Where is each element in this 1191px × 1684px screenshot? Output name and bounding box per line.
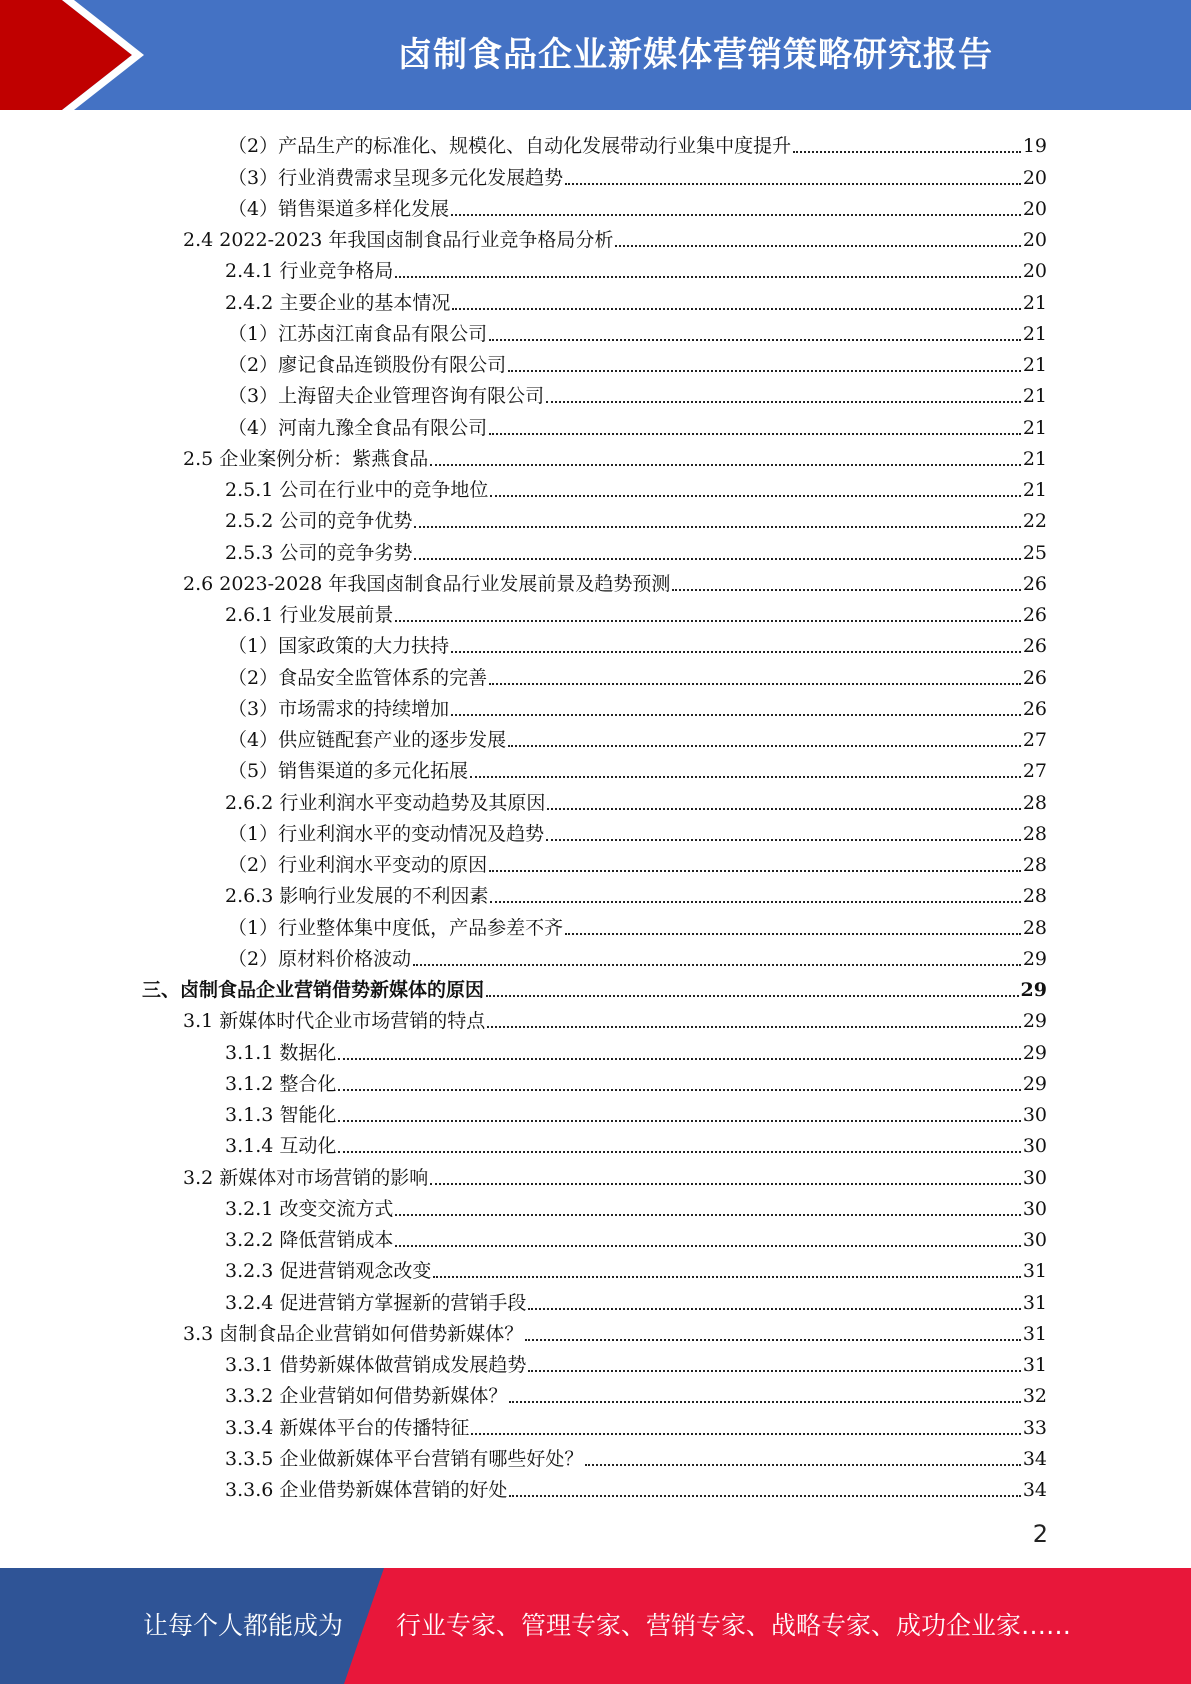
toc-dot-leader bbox=[451, 714, 1021, 716]
toc-dot-leader bbox=[430, 1183, 1021, 1185]
toc-entry-page: 29 bbox=[1022, 1010, 1047, 1033]
toc-entry-page: 27 bbox=[1022, 729, 1047, 751]
report-title: 卤制食品企业新媒体营销策略研究报告 bbox=[398, 35, 993, 75]
toc-dot-leader bbox=[451, 214, 1021, 216]
toc-entry-page: 28 bbox=[1022, 822, 1047, 845]
toc-entry-title: 2.5.2 公司的竞争优势 bbox=[225, 510, 413, 533]
toc-entry-title: （5）销售渠道的多元化拓展 bbox=[228, 760, 469, 783]
toc-entry-title: （2）食品安全监管体系的完善 bbox=[228, 666, 488, 689]
toc-entry-page: 29 bbox=[1022, 947, 1047, 970]
toc-dot-leader bbox=[395, 1214, 1020, 1216]
toc-entry-page: 21 bbox=[1022, 447, 1047, 470]
toc-entry-title: 2.4.2 主要企业的基本情况 bbox=[225, 291, 451, 314]
toc-entry-page: 30 bbox=[1022, 1197, 1047, 1220]
toc-entry-page: 20 bbox=[1022, 166, 1047, 189]
toc-entry-title: 三、卤制食品企业营销借势新媒体的原因 bbox=[142, 979, 485, 1001]
toc-dot-leader bbox=[489, 339, 1021, 341]
toc-dot-leader bbox=[395, 1245, 1020, 1247]
toc-entry[interactable] bbox=[0, 190, 1191, 221]
toc-dot-leader bbox=[546, 401, 1021, 403]
toc-entry-title: （4）供应链配套产业的逐步发展 bbox=[228, 729, 507, 751]
toc-entry[interactable] bbox=[0, 1346, 1191, 1377]
toc-entry-page: 26 bbox=[1022, 666, 1047, 689]
toc-entry[interactable] bbox=[0, 1190, 1191, 1221]
toc-entry-title: 3.2 新媒体对市场营销的影响 bbox=[183, 1166, 429, 1189]
toc-entry-title: 3.1.2 整合化 bbox=[225, 1072, 337, 1095]
toc-dot-leader bbox=[470, 776, 1021, 778]
toc-dot-leader bbox=[489, 683, 1021, 685]
toc-entry[interactable] bbox=[0, 346, 1191, 377]
toc-dot-leader bbox=[414, 558, 1020, 560]
toc-dot-leader bbox=[487, 1026, 1021, 1028]
toc-entry-page: 34 bbox=[1022, 1479, 1047, 1501]
toc-entry[interactable] bbox=[0, 502, 1191, 533]
toc-entry-title: 2.6.3 影响行业发展的不利因素 bbox=[225, 885, 489, 908]
toc-entry-title: （2）廖记食品连锁股份有限公司 bbox=[228, 354, 507, 376]
toc-entry[interactable] bbox=[0, 1221, 1191, 1252]
toc-entry-page: 29 bbox=[1020, 979, 1047, 1001]
toc-entry-title: 2.4.1 行业竞争格局 bbox=[225, 260, 394, 283]
toc-entry-title: 3.2.3 促进营销观念改变 bbox=[225, 1260, 432, 1283]
toc-entry-page: 28 bbox=[1022, 791, 1047, 814]
toc-entry-page: 30 bbox=[1022, 1229, 1047, 1251]
toc-dot-leader bbox=[509, 1495, 1020, 1497]
toc-entry[interactable] bbox=[0, 1096, 1191, 1127]
footer-slogan-right: 行业专家、管理专家、营销专家、战略专家、成功企业家…… bbox=[396, 1611, 1072, 1640]
toc-entry-page: 31 bbox=[1022, 1354, 1047, 1376]
toc-entry[interactable] bbox=[0, 690, 1191, 721]
toc-dot-leader bbox=[471, 1433, 1020, 1435]
toc-entry-page: 20 bbox=[1022, 197, 1047, 220]
toc-entry-page: 31 bbox=[1022, 1260, 1047, 1283]
toc-entry-page: 32 bbox=[1022, 1385, 1047, 1408]
toc-entry-title: 3.3.1 借势新媒体做营销成发展趋势 bbox=[225, 1354, 527, 1376]
toc-entry[interactable] bbox=[0, 1158, 1191, 1189]
toc-entry-page: 21 bbox=[1022, 322, 1047, 345]
toc-dot-leader bbox=[585, 1464, 1020, 1466]
toc-entry-page: 19 bbox=[1022, 135, 1047, 158]
toc-entry[interactable] bbox=[0, 1440, 1191, 1471]
toc-entry-page: 25 bbox=[1022, 541, 1047, 564]
toc-dot-leader bbox=[508, 370, 1021, 372]
toc-entry-title: （1）行业整体集中度低，产品参差不齐 bbox=[228, 916, 564, 939]
toc-entry[interactable] bbox=[0, 565, 1191, 596]
toc-entry-page: 29 bbox=[1022, 1072, 1047, 1095]
toc-entry-title: 3.1.1 数据化 bbox=[225, 1041, 337, 1064]
toc-dot-leader bbox=[338, 1058, 1020, 1060]
toc-entry-page: 31 bbox=[1022, 1322, 1047, 1345]
toc-entry-page: 30 bbox=[1022, 1104, 1047, 1126]
toc-entry[interactable] bbox=[0, 221, 1191, 252]
toc-entry-page: 21 bbox=[1022, 385, 1047, 408]
toc-entry-title: 3.3.4 新媒体平台的传播特征 bbox=[225, 1416, 470, 1439]
toc-dot-leader bbox=[528, 1370, 1020, 1372]
toc-entry-page: 22 bbox=[1022, 510, 1047, 533]
toc-dot-leader bbox=[546, 839, 1021, 841]
toc-entry[interactable] bbox=[0, 1002, 1191, 1033]
toc-dot-leader bbox=[490, 901, 1020, 903]
toc-entry[interactable] bbox=[0, 908, 1191, 939]
toc-entry[interactable] bbox=[0, 1127, 1191, 1158]
toc-entry-page: 33 bbox=[1022, 1416, 1047, 1439]
toc-entry-title: 3.2.2 降低营销成本 bbox=[225, 1229, 394, 1251]
toc-entry-page: 26 bbox=[1022, 572, 1047, 595]
toc-entry[interactable] bbox=[0, 846, 1191, 877]
toc-entry-page: 20 bbox=[1022, 260, 1047, 283]
toc-entry[interactable] bbox=[0, 877, 1191, 908]
toc-entry-title: （2）行业利润水平变动的原因 bbox=[228, 854, 488, 876]
toc-entry-title: （1）江苏卤江南食品有限公司 bbox=[228, 322, 488, 345]
toc-dot-leader bbox=[338, 1089, 1020, 1091]
toc-entry[interactable] bbox=[0, 533, 1191, 564]
toc-dot-leader bbox=[486, 995, 1019, 997]
toc-entry-title: 3.1.4 互动化 bbox=[225, 1135, 337, 1158]
toc-entry[interactable] bbox=[0, 471, 1191, 502]
toc-entry-page: 27 bbox=[1022, 760, 1047, 783]
toc-entry-page: 20 bbox=[1022, 229, 1047, 251]
toc-entry-page: 26 bbox=[1022, 635, 1047, 658]
page-header bbox=[0, 0, 1191, 110]
toc-dot-leader bbox=[489, 433, 1021, 435]
toc-entry[interactable] bbox=[0, 252, 1191, 283]
toc-entry[interactable] bbox=[0, 627, 1191, 658]
toc-entry-page: 21 bbox=[1022, 291, 1047, 314]
toc-dot-leader bbox=[565, 933, 1021, 935]
toc-dot-leader bbox=[508, 745, 1021, 747]
toc-entry-title: （3）市场需求的持续增加 bbox=[228, 697, 450, 720]
toc-entry[interactable] bbox=[0, 315, 1191, 346]
toc-entry-page: 21 bbox=[1022, 354, 1047, 376]
toc-entry-title: 2.4 2022-2023 年我国卤制食品行业竞争格局分析 bbox=[183, 229, 614, 251]
toc-entry-page: 26 bbox=[1022, 697, 1047, 720]
toc-entry[interactable] bbox=[0, 658, 1191, 689]
toc-entry[interactable] bbox=[0, 440, 1191, 471]
toc-entry-title: 3.3.2 企业营销如何借势新媒体？ bbox=[225, 1385, 508, 1408]
toc-entry[interactable] bbox=[0, 940, 1191, 971]
toc-entry[interactable] bbox=[0, 1377, 1191, 1408]
toc-entry-title: 3.3.5 企业做新媒体平台营销有哪些好处？ bbox=[225, 1447, 584, 1470]
toc-entry-title: 3.3.6 企业借势新媒体营销的好处 bbox=[225, 1479, 508, 1501]
toc-entry-page: 29 bbox=[1022, 1041, 1047, 1064]
toc-entry[interactable] bbox=[0, 1408, 1191, 1439]
toc-dot-leader bbox=[433, 1276, 1020, 1278]
toc-entry[interactable] bbox=[0, 377, 1191, 408]
toc-dot-leader bbox=[414, 526, 1020, 528]
toc-dot-leader bbox=[793, 151, 1021, 153]
toc-entry[interactable] bbox=[0, 721, 1191, 752]
toc-dot-leader bbox=[451, 651, 1021, 653]
toc-entry-title: 3.3 卤制食品企业营销如何借势新媒体？ bbox=[183, 1322, 524, 1345]
toc-entry-title: 3.1.3 智能化 bbox=[225, 1104, 337, 1126]
toc-entry-title: （2）原材料价格波动 bbox=[228, 947, 412, 970]
toc-entry[interactable] bbox=[0, 783, 1191, 814]
toc-entry-title: 2.6.2 行业利润水平变动趋势及其原因 bbox=[225, 791, 546, 814]
toc-entry[interactable] bbox=[0, 1471, 1191, 1502]
toc-entry[interactable] bbox=[0, 408, 1191, 439]
toc-dot-leader bbox=[395, 620, 1020, 622]
toc-dot-leader bbox=[525, 1339, 1021, 1341]
toc-entry-title: （4）销售渠道多样化发展 bbox=[228, 197, 450, 220]
toc-entry-title: 2.5 企业案例分析：紫燕食品 bbox=[183, 447, 429, 470]
toc-dot-leader bbox=[565, 183, 1021, 185]
toc-dot-leader bbox=[509, 1401, 1020, 1403]
red-chevron-decoration bbox=[0, 0, 160, 110]
toc-entry-title: （3）上海留夫企业管理咨询有限公司 bbox=[228, 385, 545, 408]
toc-entry-page: 30 bbox=[1022, 1166, 1047, 1189]
toc-entry[interactable] bbox=[0, 815, 1191, 846]
toc-dot-leader bbox=[547, 808, 1020, 810]
toc-entry-title: 3.2.1 改变交流方式 bbox=[225, 1197, 394, 1220]
toc-entry-title: 3.2.4 促进营销方掌握新的营销手段 bbox=[225, 1291, 527, 1314]
toc-entry-page: 30 bbox=[1022, 1135, 1047, 1158]
toc-dot-leader bbox=[395, 276, 1020, 278]
toc-dot-leader bbox=[338, 1120, 1020, 1122]
toc-entry[interactable] bbox=[0, 127, 1191, 158]
toc-entry-page: 28 bbox=[1022, 854, 1047, 876]
toc-entry-title: （3）行业消费需求呈现多元化发展趋势 bbox=[228, 166, 564, 189]
toc-entry[interactable] bbox=[0, 1252, 1191, 1283]
toc-entry-title: 2.5.3 公司的竞争劣势 bbox=[225, 541, 413, 564]
toc-dot-leader bbox=[452, 308, 1020, 310]
toc-entry-page: 21 bbox=[1022, 479, 1047, 501]
toc-entry-title: （2）产品生产的标准化、规模化、自动化发展带动行业集中度提升 bbox=[228, 135, 792, 158]
toc-dot-leader bbox=[672, 589, 1020, 591]
toc-entry-title: （1）国家政策的大力扶持 bbox=[228, 635, 450, 658]
toc-dot-leader bbox=[615, 245, 1020, 247]
toc-entry-page: 26 bbox=[1022, 604, 1047, 626]
toc-entry[interactable] bbox=[0, 158, 1191, 189]
toc-entry-title: 2.5.1 公司在行业中的竞争地位 bbox=[225, 479, 489, 501]
toc-entry-title: 3.1 新媒体时代企业市场营销的特点 bbox=[183, 1010, 486, 1033]
toc-dot-leader bbox=[528, 1308, 1020, 1310]
toc-entry-page: 28 bbox=[1022, 916, 1047, 939]
toc-entry[interactable] bbox=[0, 752, 1191, 783]
toc-entry-title: （4）河南九豫全食品有限公司 bbox=[228, 416, 488, 439]
toc-entry[interactable] bbox=[0, 1033, 1191, 1064]
toc-entry-page: 28 bbox=[1022, 885, 1047, 908]
page-number: 2 bbox=[1032, 1520, 1048, 1548]
toc-dot-leader bbox=[338, 1151, 1020, 1153]
toc-dot-leader bbox=[490, 495, 1020, 497]
toc-entry[interactable] bbox=[0, 971, 1191, 1002]
toc-entry[interactable] bbox=[0, 596, 1191, 627]
toc-dot-leader bbox=[430, 464, 1021, 466]
toc-entry-page: 31 bbox=[1022, 1291, 1047, 1314]
toc-entry-title: 2.6.1 行业发展前景 bbox=[225, 604, 394, 626]
toc-entry[interactable] bbox=[0, 1065, 1191, 1096]
toc-dot-leader bbox=[413, 964, 1021, 966]
page-footer bbox=[0, 1568, 1191, 1684]
toc-entry-title: 2.6 2023-2028 年我国卤制食品行业发展前景及趋势预测 bbox=[183, 572, 671, 595]
toc-entry-title: （1）行业利润水平的变动情况及趋势 bbox=[228, 822, 545, 845]
toc-entry[interactable] bbox=[0, 283, 1191, 314]
table-of-contents bbox=[0, 127, 1191, 1502]
footer-slogan-left: 让每个人都能成为 bbox=[143, 1611, 344, 1640]
toc-entry-page: 21 bbox=[1022, 416, 1047, 439]
toc-entry-page: 34 bbox=[1022, 1447, 1047, 1470]
toc-entry[interactable] bbox=[0, 1315, 1191, 1346]
toc-entry[interactable] bbox=[0, 1283, 1191, 1314]
toc-dot-leader bbox=[489, 870, 1021, 872]
